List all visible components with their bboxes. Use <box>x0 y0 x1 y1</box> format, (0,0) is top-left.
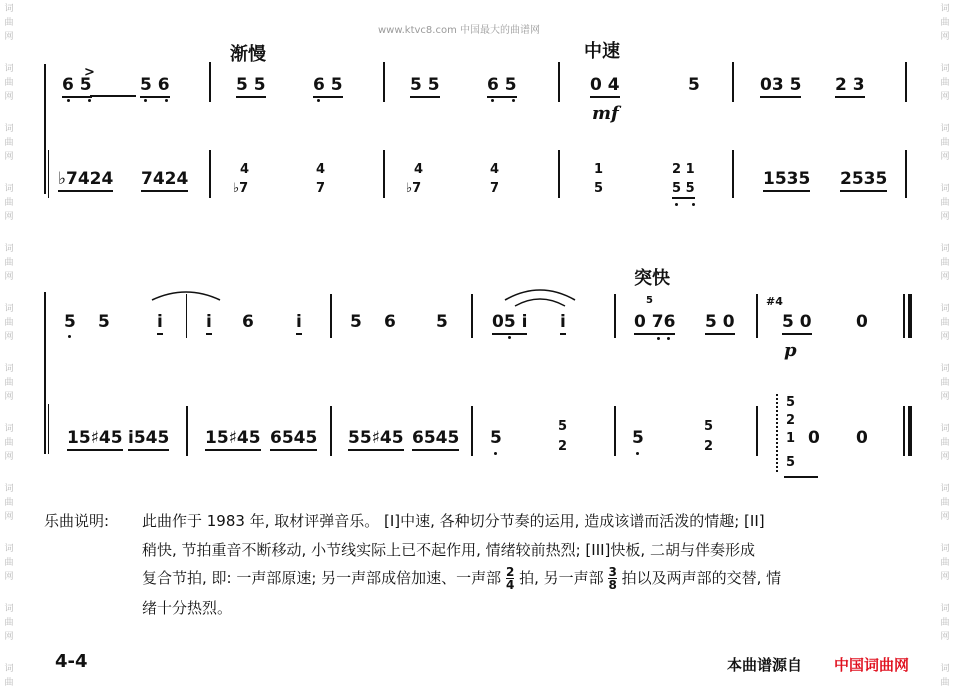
chord-note-4: 5 <box>786 455 796 470</box>
note-group: 15♯45 <box>205 428 261 451</box>
side-watermark-glyph: 网 <box>4 272 14 282</box>
s2-m3-note-a: 5 <box>350 312 362 332</box>
measure-2-lower-top-a: 4 <box>240 162 250 177</box>
side-watermark-glyph: 网 <box>940 392 950 402</box>
side-watermark-glyph: 曲 <box>940 618 950 628</box>
octave-dot <box>657 337 660 340</box>
frac-den: 4 <box>505 578 515 592</box>
measure-3-lower-bot-a: ♭7 <box>406 181 422 196</box>
side-watermark-glyph: 曲 <box>4 198 14 208</box>
note-group: 6 5 <box>487 75 517 98</box>
side-watermark-glyph: 曲 <box>4 18 14 28</box>
s2-m3-lower-a <box>348 430 404 447</box>
side-watermark-glyph: 网 <box>4 452 14 462</box>
s2-m2-note-a <box>206 314 212 331</box>
barline <box>330 406 332 456</box>
side-watermark-glyph: 网 <box>4 392 14 402</box>
term-rallentando: 渐慢 <box>230 44 266 65</box>
arpeggio-mark <box>776 394 782 472</box>
side-watermark-glyph: 网 <box>4 32 14 42</box>
side-watermark-glyph: 网 <box>940 152 950 162</box>
measure-3-lower-top-a: 4 <box>414 162 424 177</box>
s2-m3-lower-b <box>412 430 459 447</box>
s2-m5-note-b <box>705 314 735 331</box>
side-watermark-glyph: 网 <box>940 512 950 522</box>
side-watermark-glyph: 曲 <box>4 258 14 268</box>
barline <box>186 406 188 456</box>
slur-inner <box>515 299 565 306</box>
note-group: 55♯45 <box>348 428 404 451</box>
sharp-mark: #4 <box>766 295 783 308</box>
note-group: 1535 <box>763 169 810 192</box>
s2-m5-lower-a: 5 <box>632 428 644 448</box>
octave-dot <box>636 452 639 455</box>
s2-m2-lower-a <box>205 430 261 447</box>
description-line-4: 绪十分热烈。 <box>142 599 233 617</box>
note-group: i545 <box>128 428 169 451</box>
side-watermark-glyph: 词 <box>4 304 14 314</box>
measure-3-lower-bot-b: 7 <box>490 181 500 196</box>
side-watermark-glyph: 曲 <box>940 498 950 508</box>
frac-den: 8 <box>608 578 617 592</box>
side-watermark-glyph: 网 <box>940 272 950 282</box>
side-watermark-glyph: 词 <box>940 4 950 14</box>
octave-dot <box>68 335 71 338</box>
chord-underline <box>784 476 818 478</box>
side-watermark-glyph: 网 <box>4 512 14 522</box>
s2-m5-note-a <box>634 314 675 331</box>
side-watermark-glyph: 曲 <box>4 78 14 88</box>
side-watermark-glyph: 曲 <box>940 678 950 688</box>
measure-2-lower-bot-a: ♭7 <box>233 181 249 196</box>
side-watermark-glyph: 词 <box>940 604 950 614</box>
s2-m4-note-b <box>560 314 566 331</box>
side-watermark-glyph: 曲 <box>940 378 950 388</box>
side-watermark-glyph: 词 <box>4 124 14 134</box>
grace-note: 5 <box>646 295 653 306</box>
dynamic-mf: mf <box>592 103 619 124</box>
s2-m5-lower-top: 5 <box>704 419 714 434</box>
side-watermark-glyph: 词 <box>940 544 950 554</box>
barline <box>471 406 473 456</box>
side-watermark-glyph: 曲 <box>940 78 950 88</box>
s2-m6-note-b: 0 <box>856 312 868 332</box>
side-watermark-glyph: 网 <box>940 572 950 582</box>
side-watermark-glyph: 曲 <box>940 18 950 28</box>
description-label: 乐曲说明: <box>44 512 110 530</box>
note-group: i <box>206 312 212 335</box>
note-group: 2 3 <box>835 75 865 98</box>
side-watermark-glyph: 词 <box>940 124 950 134</box>
side-watermark-glyph: 曲 <box>4 678 14 688</box>
note-group: 03 5 <box>760 75 801 98</box>
measure-3-lower-top-b: 4 <box>490 162 500 177</box>
s2-m4-lower-top: 5 <box>558 419 568 434</box>
side-watermark-glyph: 网 <box>4 332 14 342</box>
final-barline-thin <box>903 406 905 456</box>
note-group: i <box>560 312 566 335</box>
side-watermark-glyph: 曲 <box>4 378 14 388</box>
accent-mark: > <box>84 65 95 80</box>
note-group: 6 5 <box>313 75 343 98</box>
s2-m5-lower-bot: 2 <box>704 439 714 454</box>
side-watermark-glyph: 曲 <box>4 558 14 568</box>
side-watermark-glyph: 曲 <box>4 138 14 148</box>
side-watermark-glyph: 曲 <box>940 438 950 448</box>
term-moderato: 中速 <box>584 41 620 62</box>
s2-m4-lower-a: 5 <box>490 428 502 448</box>
measure-4-lower-top-b: 2 1 <box>672 162 695 177</box>
side-watermark-glyph: 网 <box>4 632 14 642</box>
side-watermark-glyph: 网 <box>940 212 950 222</box>
source-label: 本曲谱源自 <box>727 656 803 674</box>
s2-m2-note-c <box>296 314 302 331</box>
measure-2-lower-top-b: 4 <box>316 162 326 177</box>
s2-m1-note-a: 5 <box>64 312 76 332</box>
s2-m3-note-b: 6 <box>384 312 396 332</box>
note-group: 5 5 <box>672 181 695 199</box>
side-watermark-glyph: 网 <box>4 152 14 162</box>
s2-m2-note-b: 6 <box>242 312 254 332</box>
description-line-3b: 拍, 另一声部 <box>519 569 604 587</box>
side-watermark-glyph: 网 <box>940 332 950 342</box>
side-watermark-glyph: 曲 <box>940 558 950 568</box>
description-line-3 <box>142 566 781 591</box>
side-watermark-glyph: 曲 <box>4 318 14 328</box>
note-group: 5 0 <box>782 312 812 335</box>
octave-dot <box>508 336 511 339</box>
note-group: 5 <box>688 75 700 95</box>
s2-m1-lower-b <box>128 430 169 447</box>
side-watermark-glyph: 曲 <box>4 618 14 628</box>
measure-2-lower-bot-b: 7 <box>316 181 326 196</box>
side-watermark-glyph: 词 <box>4 184 14 194</box>
note-group: 6545 <box>412 428 459 451</box>
barline <box>614 406 616 456</box>
side-watermark-glyph: 网 <box>940 452 950 462</box>
note-group: ♭7424 <box>58 169 113 192</box>
note-group: 6545 <box>270 428 317 451</box>
side-watermark-glyph: 词 <box>940 244 950 254</box>
time-signature-3-8 <box>608 566 616 591</box>
note-group: 2535 <box>840 169 887 192</box>
s2-m3-note-c: 5 <box>436 312 448 332</box>
note-group: 0 76 <box>634 312 675 335</box>
frac-num: 2 <box>505 565 515 579</box>
side-watermark-glyph: 网 <box>940 32 950 42</box>
chord-note-3: 1 <box>786 431 796 446</box>
side-watermark-glyph: 词 <box>940 184 950 194</box>
side-watermark-glyph: 词 <box>4 424 14 434</box>
side-watermark-glyph: 词 <box>940 364 950 374</box>
side-watermark-glyph: 网 <box>4 92 14 102</box>
s2-m4-lower-bot: 2 <box>558 439 568 454</box>
frac-num: 3 <box>608 565 617 579</box>
time-signature-2-4 <box>506 566 514 591</box>
side-watermark-glyph: 网 <box>4 572 14 582</box>
side-watermark-glyph: 曲 <box>4 438 14 448</box>
barline <box>756 406 758 456</box>
dynamic-p: p <box>784 340 797 361</box>
side-watermark-glyph: 词 <box>4 64 14 74</box>
s2-m4-note-a <box>492 314 527 331</box>
side-watermark-glyph: 词 <box>4 4 14 14</box>
s2-m6-rest-b: 0 <box>856 428 868 448</box>
side-watermark-glyph: 网 <box>4 212 14 222</box>
side-watermark-glyph: 曲 <box>940 138 950 148</box>
note-group: 0 4 <box>590 75 620 98</box>
side-watermark-glyph: 词 <box>940 484 950 494</box>
side-watermark-glyph: 词 <box>4 364 14 374</box>
side-watermark-glyph: 词 <box>940 664 950 674</box>
note-group: 15♯45 <box>67 428 123 451</box>
side-watermark-glyph: 词 <box>940 304 950 314</box>
note-group: 5 6 <box>140 75 170 98</box>
note-group: 05 i <box>492 312 527 335</box>
octave-dot <box>494 452 497 455</box>
side-watermark-glyph: 曲 <box>4 498 14 508</box>
side-watermark-glyph: 词 <box>4 244 14 254</box>
side-watermark-glyph: 词 <box>4 484 14 494</box>
side-watermark-glyph: 词 <box>940 64 950 74</box>
octave-dot <box>667 337 670 340</box>
description-line-1: 此曲作于 1983 年, 取材评弹音乐。 [I]中速, 各种切分节奏的运用, 造成该谱而活泼的情趣; [II] <box>142 512 765 530</box>
side-watermark-glyph: 网 <box>940 632 950 642</box>
note-group: 5 5 <box>236 75 266 98</box>
measure-4-lower-bot-a: 5 <box>594 181 604 196</box>
side-watermark-glyph: 曲 <box>940 258 950 268</box>
top-watermark: www.ktvc8.com 中国最大的曲谱网 <box>378 25 541 36</box>
s2-m6-note-a <box>782 314 812 331</box>
s2-m1-note-b: 5 <box>98 312 110 332</box>
slur <box>152 292 220 300</box>
source-site-link[interactable]: 中国词曲网 <box>834 656 910 674</box>
side-watermark-glyph: 网 <box>940 92 950 102</box>
s2-m2-lower-b <box>270 430 317 447</box>
s2-m1-lower-a <box>67 430 123 447</box>
note-group: i <box>296 312 302 335</box>
chord-note-2: 2 <box>786 413 796 428</box>
s2-m1-note-c <box>157 314 163 331</box>
page-number: 4-4 <box>55 651 88 672</box>
note-group: 7424 <box>141 169 188 192</box>
term-suddenly-fast: 突快 <box>634 268 670 289</box>
side-watermark-glyph: 曲 <box>940 198 950 208</box>
description-line-3c: 拍以及两声部的交替, 情 <box>621 569 782 587</box>
side-watermark-glyph: 词 <box>4 544 14 554</box>
side-watermark-glyph: 词 <box>4 664 14 674</box>
note-group: 5 5 <box>410 75 440 98</box>
description-line-2: 稍快, 节拍重音不断移动, 小节线实际上已不起作用, 情绪较前热烈; [III]快板, 二胡与伴奏形成 <box>142 541 755 559</box>
note-group: i <box>157 312 163 335</box>
side-watermark-glyph: 词 <box>940 424 950 434</box>
note-group: 5 0 <box>705 312 735 335</box>
side-watermark-glyph: 曲 <box>940 318 950 328</box>
s2-m6-rest-a: 0 <box>808 428 820 448</box>
final-barline-thick <box>908 406 912 456</box>
measure-4-lower-top-a: 1 <box>594 162 604 177</box>
description-line-3a: 复合节拍, 即: 一声部原速; 另一声部成倍加速、一声部 <box>142 569 502 587</box>
side-watermark-glyph: 词 <box>4 604 14 614</box>
chord-note-1: 5 <box>786 395 796 410</box>
note-group: 6 5 <box>62 75 92 98</box>
